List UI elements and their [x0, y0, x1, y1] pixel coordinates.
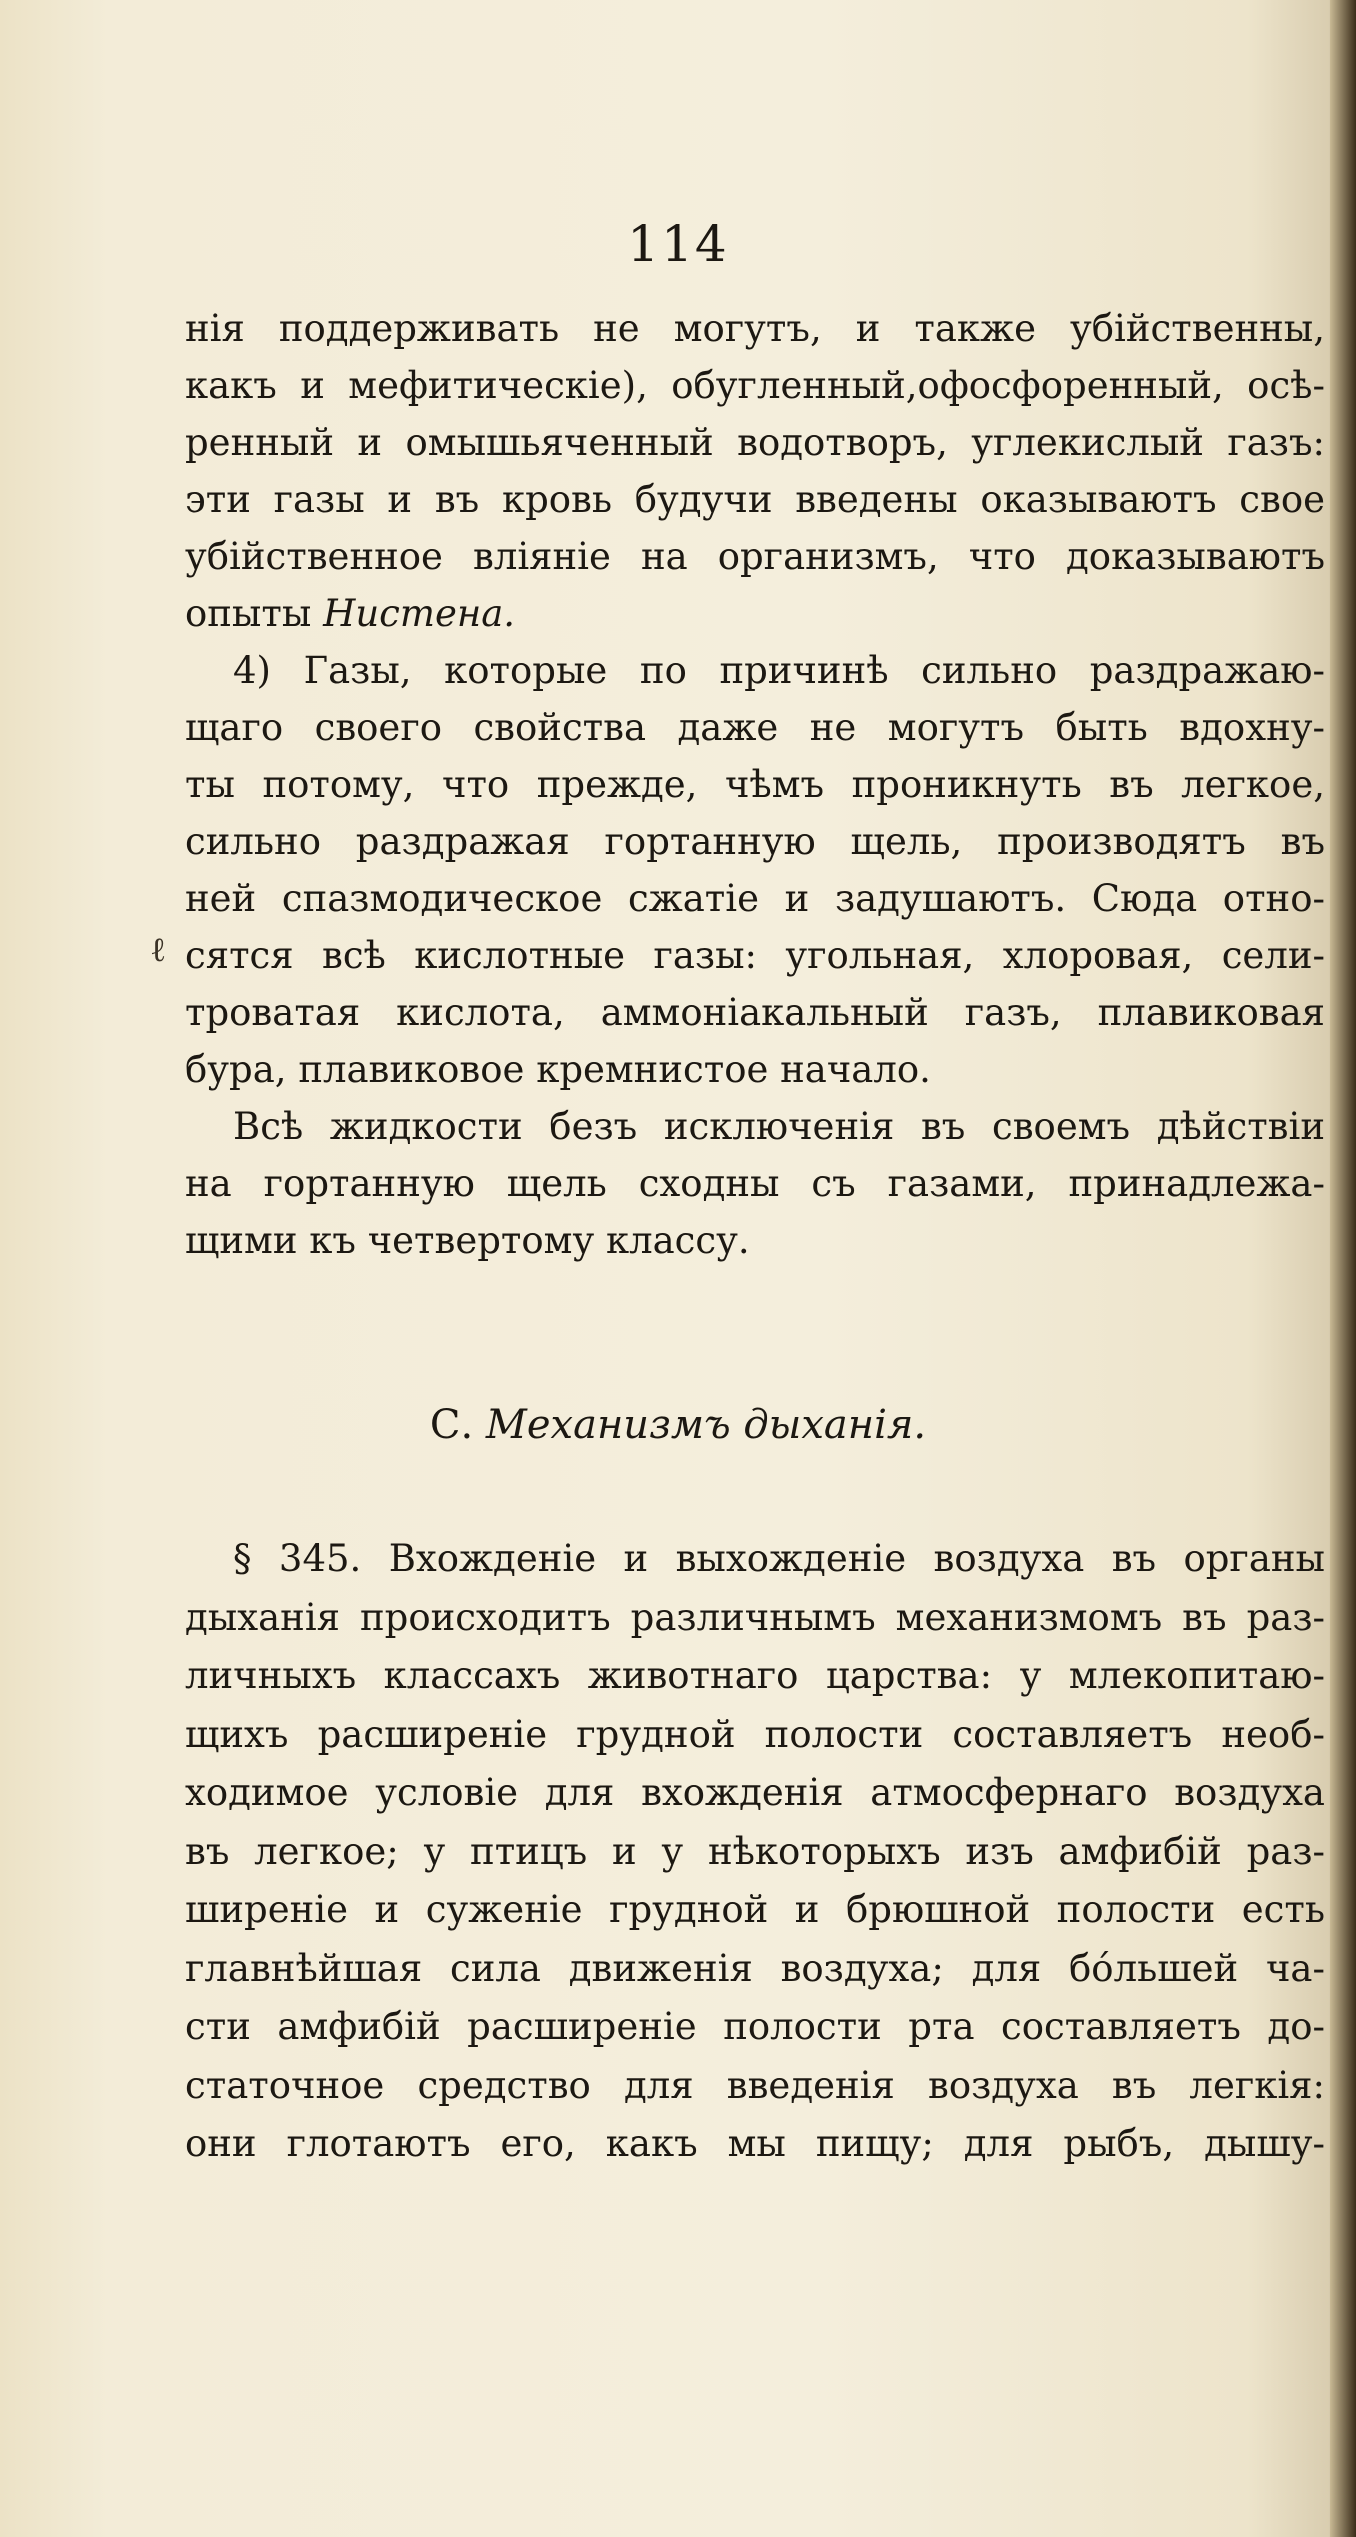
text-line: на гортанную щель сходны съ газами, принадлежа- — [185, 1162, 1325, 1205]
text-line: нія поддерживать не могутъ, и также убійственны, — [185, 307, 1325, 350]
text-line: эти газы и въ кровь будучи введены оказываютъ свое — [185, 478, 1325, 521]
text-line: троватая кислота, аммоніакальный газъ, плавиковая — [185, 991, 1325, 1034]
text-line: ты потому, что прежде, чѣмъ проникнуть въ легкое, — [185, 763, 1325, 806]
text-line: щихъ расширеніе грудной полости составляетъ необ- — [185, 1712, 1325, 1756]
author-name: Нистена. — [323, 592, 516, 635]
text-line: дыханія происходитъ различнымъ механизмомъ въ раз- — [185, 1595, 1325, 1639]
text-line: статочное средство для введенія воздуха въ легкія: — [185, 2063, 1325, 2107]
text-line: сятся всѣ кислотные газы: угольная, хлоровая, сели- — [185, 934, 1325, 977]
body-text — [185, 300, 1325, 1269]
text-line: какъ и мефитическіе), обугленный,офосфоренный, осѣ- — [185, 364, 1325, 407]
text-line: щими къ четвертому классу. — [185, 1219, 750, 1262]
section-heading — [0, 1395, 1356, 1455]
text-line: они глотаютъ его, какъ мы пищу; для рыбъ, дышу- — [185, 2122, 1325, 2165]
heading-letter: С. — [429, 1402, 486, 1448]
text-line: сильно раздражая гортанную щель, производятъ въ — [185, 820, 1325, 863]
text-line: личныхъ классахъ животнаго царства: у млекопитаю- — [185, 1654, 1325, 1697]
text-line: § 345. Вхожденіе и выхожденіе воздуха въ органы — [233, 1537, 1325, 1580]
text-line: бура, плавиковое кремнистое начало. — [185, 1048, 931, 1091]
text-line: сти амфибій расширеніе полости рта составляетъ до- — [185, 2005, 1325, 2048]
text-line: ходимое условіе для вхожденія атмосфернаго воздуха — [185, 1771, 1325, 1814]
text-line: убійственное вліяніе на организмъ, что доказываютъ — [185, 535, 1325, 578]
text-line: Всѣ жидкости безъ исключенія въ своемъ дѣйствіи — [233, 1105, 1325, 1148]
text-fragment: опыты — [185, 592, 324, 635]
text-line: ширеніе и суженіе грудной и брюшной полости есть — [185, 1888, 1325, 1931]
text-line: ренный и омышьяченный водотворъ, углекислый газъ: — [185, 421, 1325, 464]
text-line: щаго своего свойства даже не могутъ быть вдохну- — [185, 706, 1325, 749]
margin-mark: ℓ — [150, 930, 167, 970]
page-number: 114 — [627, 215, 729, 273]
heading-title: Механизмъ дыханія. — [485, 1402, 927, 1448]
text-line — [185, 585, 1325, 642]
text-line: ней спазмодическое сжатіе и задушаютъ. Сюда отно- — [185, 877, 1325, 920]
book-spine-shadow — [1330, 0, 1356, 2537]
text-line: въ легкое; у птицъ и у нѣкоторыхъ изъ амфибій раз- — [185, 1829, 1325, 1873]
text-line: главнѣйшая сила движенія воздуха; для бóльшей ча- — [185, 1946, 1325, 1990]
text-line: 4) Газы, которые по причинѣ сильно раздражаю- — [233, 649, 1325, 692]
section-text — [185, 1530, 1325, 2174]
